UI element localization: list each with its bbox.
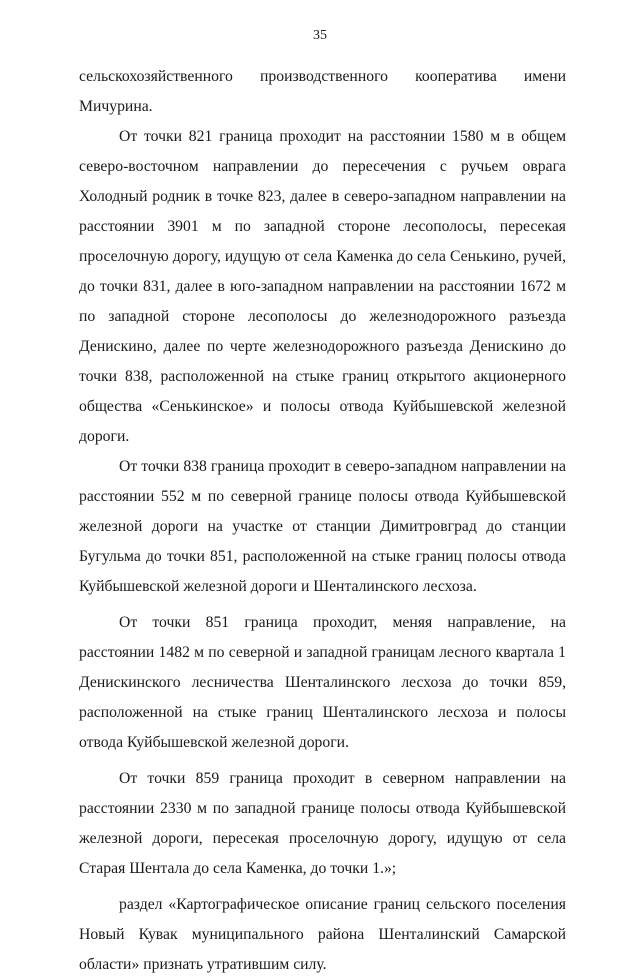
- paragraph-point-838: От точки 838 граница проходит в северо-западном направлении на расстоянии 552 м по северной границе полосы отвода Куйбышевской железной дороги на участке от станции Димитровград до станции Бугульма до точки 851, расположенной на стыке границ полосы отвода Куйбышевской железной дороги и Шенталинского лесхоза.: [79, 458, 566, 595]
- paragraph-continuation: сельскохозяйственного производственного кооператива имени Мичурина.: [79, 68, 566, 115]
- document-body: [79, 62, 566, 980]
- paragraph-point-821: От точки 821 граница проходит на расстоянии 1580 м в общем северо-восточном направлении до пересечения с ручьем оврага Холодный родник в точке 823, далее в северо-западном направлении на расстоянии 3901 м по западной стороне лесополосы, пересекая проселочную дорогу, идущую от села Каменка до села Сенькино, ручей, до точки 831, далее в юго-западном направлении на расстоянии 1672 м по западной стороне лесополосы до железнодорожного разъезда Денискино, далее по черте железнодорожного разъезда Денискино до точки 838, расположенной на стыке границ открытого акционерного общества «Сенькинское» и полосы отвода Куйбышевской железной дороги.: [79, 128, 566, 445]
- paragraph-point-859: От точки 859 граница проходит в северном направлении на расстоянии 2330 м по западной границе полосы отвода Куйбышевской железной дороги, пересекая проселочную дорогу, идущую от села Старая Шентала до села Каменка, до точки 1.»;: [79, 770, 566, 877]
- paragraph-section-repeal: раздел «Картографическое описание границ сельского поселения Новый Кувак муниципального района Шенталинский Самарской области» признать утратившим силу.: [79, 896, 566, 973]
- paragraph-point-851: От точки 851 граница проходит, меняя направление, на расстоянии 1482 м по северной и западной границам лесного квартала 1 Денискинского лесничества Шенталинского лесхоза до точки 859, расположенной на стыке границ Шенталинского лесхоза и полосы отвода Куйбышевской железной дороги.: [79, 614, 566, 751]
- page-number: 35: [313, 28, 327, 43]
